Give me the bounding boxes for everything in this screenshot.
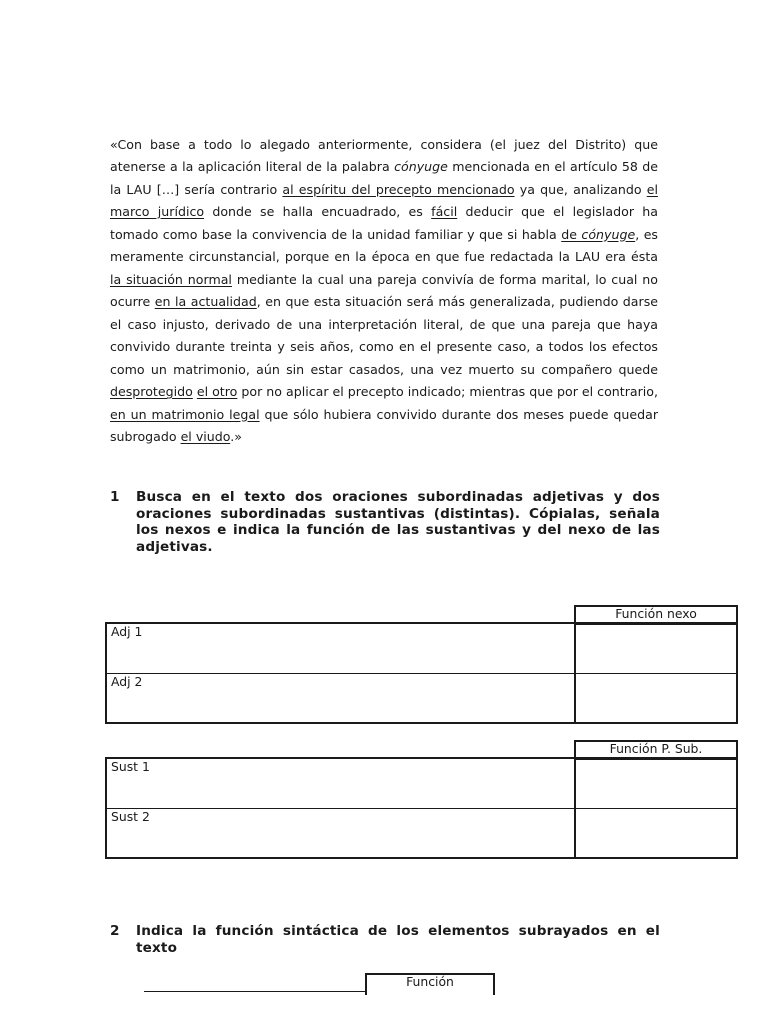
passage-text: , es meramente circunstancial, porque en la época en que fue redactada la LAU era ésta: [110, 226, 658, 265]
underlined-phrase: el otro: [196, 384, 238, 400]
underlined-italic-word: cónyuge: [581, 226, 636, 242]
underlined-phrase: en un matrimonio legal: [110, 406, 260, 422]
passage-text: donde se halla encuadrado, es: [204, 204, 432, 220]
passage-text: , en que esta situación será más generalizada, pudiendo darse el caso injusto, derivado de una interpretación literal, de que una pareja que haya convivido durante treinta y seis años, como en el presente caso, a todos los efectos como un matrimonio, aún sin estar casados, una vez muerto su compañero quede: [110, 294, 658, 377]
underlined-phrase: fácil: [431, 204, 458, 220]
table-sust: [105, 757, 738, 859]
passage-text: .»: [230, 429, 242, 445]
row-divider: [107, 808, 736, 809]
passage-text: que sólo hubiera convivido durante dos meses puede quedar subrogado: [110, 406, 659, 445]
question-text: Indica la función sintáctica de los elementos subrayados en el texto: [136, 923, 660, 956]
question-number: 2: [110, 923, 120, 939]
column-header-funcion: Función: [406, 974, 454, 989]
passage-text: deducir que el legislador ha tomado como base la convivencia de la unidad familiar y que si habla: [110, 204, 658, 242]
row-label-adj-2: Adj 2: [111, 674, 143, 689]
passage-italic-word: cónyuge: [394, 159, 448, 175]
passage-text: «Con base a todo lo alegado anteriormente, considera (el juez del Distrito) que atenerse a la aplicación literal de la palabra: [110, 136, 658, 175]
passage-text: mencionada en el artículo 58 de la LAU […] sería contrario: [110, 159, 658, 197]
table-adj: [105, 622, 738, 724]
column-header-funcion-nexo: Función nexo: [615, 606, 697, 621]
passage-text: por no aplicar el precepto indicado; mientras que por el contrario,: [237, 384, 659, 400]
question-2: [110, 923, 660, 956]
underlined-phrase: en la actualidad: [154, 294, 257, 310]
row-label-sust-1: Sust 1: [111, 759, 150, 774]
underlined-phrase: el marco jurídico: [110, 181, 658, 220]
question-number: 1: [110, 489, 120, 505]
question-text: Busca en el texto dos oraciones subordinadas adjetivas y dos oraciones subordinadas sustantivas (distintas). Cópialas, señala los nexos e indica la función de las sustantivas y del nexo de las adjetivas.: [136, 489, 660, 555]
row-label-adj-1: Adj 1: [111, 624, 143, 639]
underlined-phrase-part: de: [561, 226, 582, 242]
quoted-passage: [110, 134, 658, 449]
underlined-phrase: desprotegido: [110, 384, 193, 400]
column-header-funcion-p-sub: Función P. Sub.: [609, 741, 703, 756]
question-1: [110, 489, 660, 555]
row-label-sust-2: Sust 2: [111, 809, 150, 824]
table-func-top-line: [144, 991, 366, 992]
passage-text: ya que, analizando: [514, 181, 647, 197]
row-divider: [107, 673, 736, 674]
underlined-phrase: al espíritu del precepto mencionado: [282, 181, 515, 197]
underlined-phrase: el viudo: [180, 429, 231, 445]
underlined-phrase: [561, 227, 635, 242]
table-func-header: [365, 973, 495, 995]
underlined-phrase: la situación normal: [110, 271, 232, 287]
passage-text: mediante la cual una pareja convivía de forma marital, lo cual no ocurre: [110, 271, 658, 310]
